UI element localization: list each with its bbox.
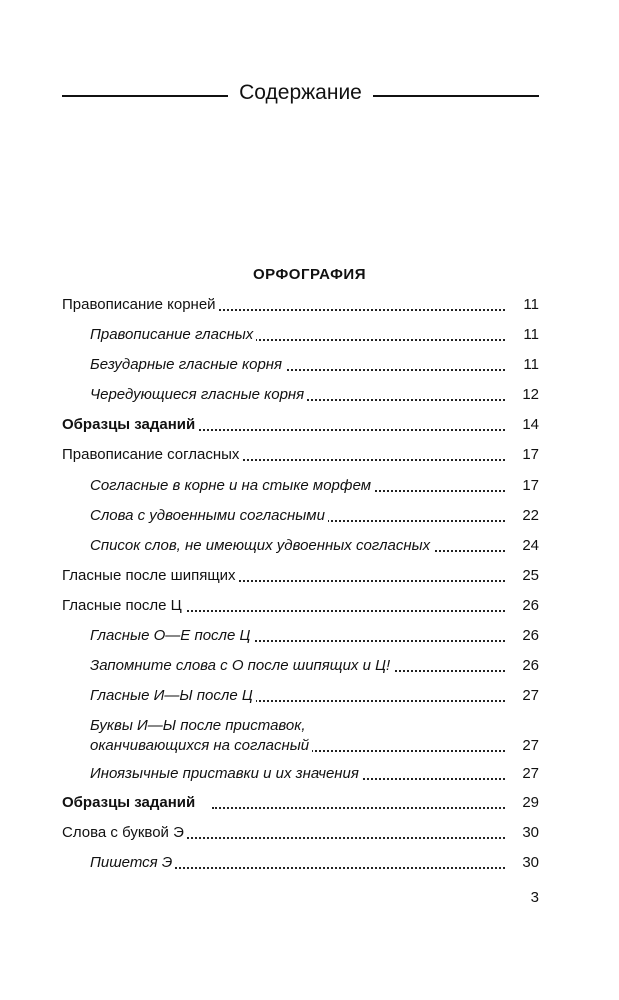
toc-entry[interactable]: [62, 596, 539, 616]
toc-entry-title: Гласные после шипящих: [62, 566, 239, 586]
toc-entry-page: 25: [513, 566, 539, 586]
dot-leader: [212, 805, 505, 809]
toc-entry-page: 17: [513, 476, 539, 496]
toc-entry-page: 29: [513, 793, 539, 813]
toc-entry[interactable]: [62, 823, 539, 843]
toc-entry-title: Пишется Э: [90, 853, 175, 873]
toc-entry[interactable]: [62, 716, 539, 756]
page-number: 3: [530, 889, 539, 906]
toc-entry-page: 26: [513, 596, 539, 616]
toc-entry[interactable]: [62, 385, 539, 405]
toc-entry-page: 14: [513, 415, 539, 435]
toc-entry-page: 27: [513, 736, 539, 756]
toc-entry-title: Гласные И—Ы после Ц: [90, 686, 256, 706]
toc-entry[interactable]: [62, 506, 539, 526]
toc-entry-title: Гласные О—Е после Ц: [90, 626, 253, 646]
toc-entry[interactable]: [62, 295, 539, 315]
toc-entry-page: 11: [513, 355, 539, 375]
toc-entry-page: 17: [513, 445, 539, 465]
toc-entry-title: Образцы заданий: [62, 793, 198, 813]
toc-entry-title: Слова с буквой Э: [62, 823, 187, 843]
section-title: ОРФОГРАФИЯ: [253, 266, 366, 283]
toc-entry[interactable]: [62, 476, 539, 496]
toc-entry-page: 30: [513, 823, 539, 843]
toc-entry-page: 26: [513, 626, 539, 646]
toc-entry-page: 11: [513, 325, 539, 345]
toc-entry-page: 11: [513, 295, 539, 315]
toc-entry[interactable]: [62, 566, 539, 586]
toc-entry-page: 30: [513, 853, 539, 873]
toc-entry-title: Слова с удвоенными согласными: [90, 506, 328, 526]
toc-entry-title: Запомните слова с О после шипящих и Ц!: [90, 656, 393, 676]
toc-entry-page: 22: [513, 506, 539, 526]
toc-entry-title: Образцы заданий: [62, 415, 198, 435]
toc-entry-page: 27: [513, 686, 539, 706]
toc-entry-page: 12: [513, 385, 539, 405]
page-title: Содержание: [239, 81, 362, 104]
toc-entry-title: Чередующиеся гласные корня: [90, 385, 307, 405]
toc-entry[interactable]: [62, 656, 539, 676]
toc-entry[interactable]: [62, 325, 539, 345]
toc-entry[interactable]: [62, 626, 539, 646]
toc-entry-title: Гласные после Ц: [62, 596, 185, 616]
toc-entry-page: 24: [513, 536, 539, 556]
toc-entry[interactable]: [62, 355, 539, 375]
toc-entry-title: Согласные в корне и на стыке морфем: [90, 476, 374, 496]
toc-entry-title: Безударные гласные корня: [90, 355, 285, 375]
toc-entry-title: Список слов, не имеющих удвоенных согласных: [90, 536, 433, 556]
toc-entry[interactable]: [62, 445, 539, 465]
toc-entry-title: Иноязычные приставки и их значения: [90, 764, 362, 784]
toc-entry[interactable]: [62, 536, 539, 556]
toc-entry-title: Правописание гласных: [90, 325, 256, 345]
toc-entry-title: Правописание согласных: [62, 445, 242, 465]
toc-entry[interactable]: [62, 764, 539, 784]
toc-entry-page: 26: [513, 656, 539, 676]
toc-entry-title-line1: Буквы И—Ы после приставок,: [90, 717, 306, 734]
page-header: [62, 80, 539, 106]
toc-entry[interactable]: [62, 686, 539, 706]
toc-entry[interactable]: [62, 793, 539, 813]
toc-entry-title: Правописание корней: [62, 295, 219, 315]
toc-entry-page: 27: [513, 764, 539, 784]
toc-entry[interactable]: [62, 853, 539, 873]
toc-entry-title-line2: оканчивающихся на согласный: [90, 736, 312, 756]
toc-entry[interactable]: [62, 415, 539, 435]
